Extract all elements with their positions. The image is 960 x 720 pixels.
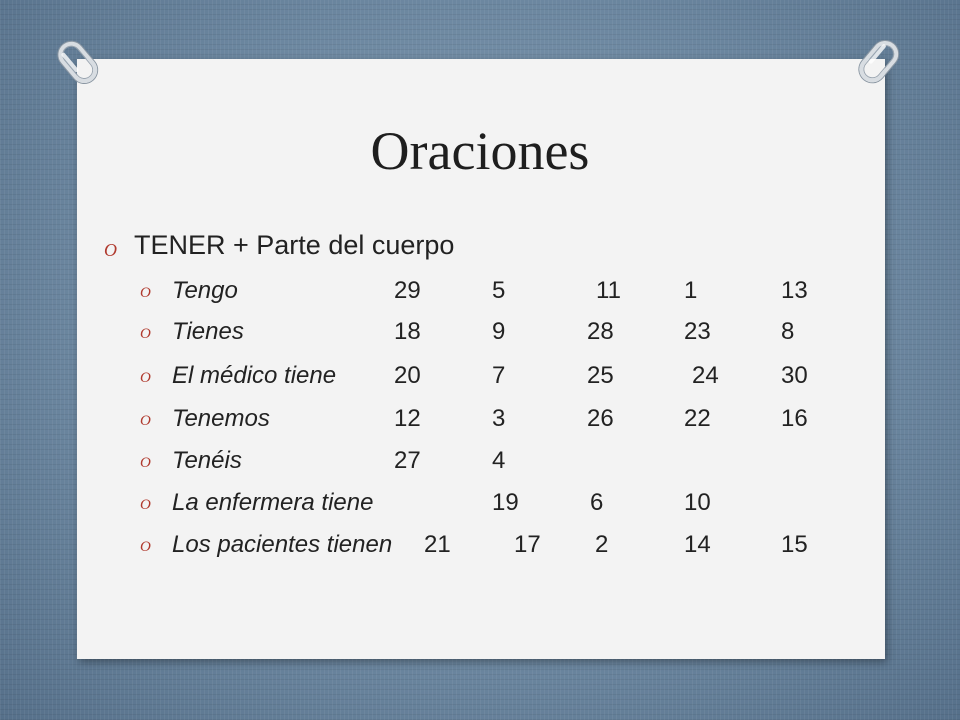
- row-label: Tengo: [172, 277, 238, 304]
- bullet-icon: O: [140, 370, 151, 386]
- row-number: 8: [781, 318, 795, 345]
- row-number: 23: [684, 318, 711, 345]
- bullet-icon: O: [104, 240, 117, 260]
- bullet-icon: O: [140, 326, 151, 342]
- sub-bullet-row: [140, 318, 840, 352]
- row-number: 22: [684, 405, 711, 432]
- row-number: 21: [424, 531, 451, 558]
- row-label: Tenéis: [172, 447, 242, 474]
- row-label: Tenemos: [172, 405, 270, 432]
- bullet-icon: O: [140, 285, 151, 301]
- row-number: 9: [492, 318, 506, 345]
- sub-bullet-row: [140, 362, 840, 396]
- row-number: 6: [590, 489, 604, 516]
- row-number: 19: [492, 489, 519, 516]
- row-label: El médico tiene: [172, 362, 337, 389]
- row-label: Tienes: [172, 318, 244, 345]
- main-bullet-text: TENER + Parte del cuerpo: [134, 230, 455, 260]
- bullet-icon: O: [140, 455, 151, 471]
- row-number: 24: [692, 362, 719, 389]
- row-number: 2: [595, 531, 609, 558]
- row-label: Los pacientes tienen: [172, 531, 393, 558]
- sub-bullet-row: [140, 405, 840, 439]
- row-label: La enfermera tiene: [172, 489, 374, 516]
- bullet-icon: O: [140, 413, 151, 429]
- row-number: 3: [492, 405, 506, 432]
- row-number: 13: [781, 277, 808, 304]
- row-number: 15: [781, 531, 808, 558]
- slide-title: Oraciones: [370, 121, 590, 181]
- bullet-icon: O: [140, 497, 151, 513]
- sub-bullet-row: [140, 447, 840, 481]
- row-number: 30: [781, 362, 808, 389]
- row-number: 25: [587, 362, 614, 389]
- row-number: 29: [394, 277, 421, 304]
- row-number: 4: [492, 447, 506, 474]
- row-number: 12: [394, 405, 421, 432]
- sub-bullet-row: [140, 277, 840, 311]
- bullet-icon: O: [140, 539, 151, 555]
- row-number: 18: [394, 318, 421, 345]
- row-number: 27: [394, 447, 421, 474]
- row-number: 7: [492, 362, 506, 389]
- row-number: 1: [684, 277, 698, 304]
- sub-bullet-row: [140, 489, 840, 523]
- row-number: 28: [587, 318, 614, 345]
- row-number: 10: [684, 489, 711, 516]
- row-number: 5: [492, 277, 506, 304]
- row-number: 16: [781, 405, 808, 432]
- row-number: 11: [596, 277, 621, 304]
- row-number: 14: [684, 531, 711, 558]
- row-number: 17: [514, 531, 541, 558]
- row-number: 26: [587, 405, 614, 432]
- sub-bullet-row: [140, 531, 840, 565]
- row-number: 20: [394, 362, 421, 389]
